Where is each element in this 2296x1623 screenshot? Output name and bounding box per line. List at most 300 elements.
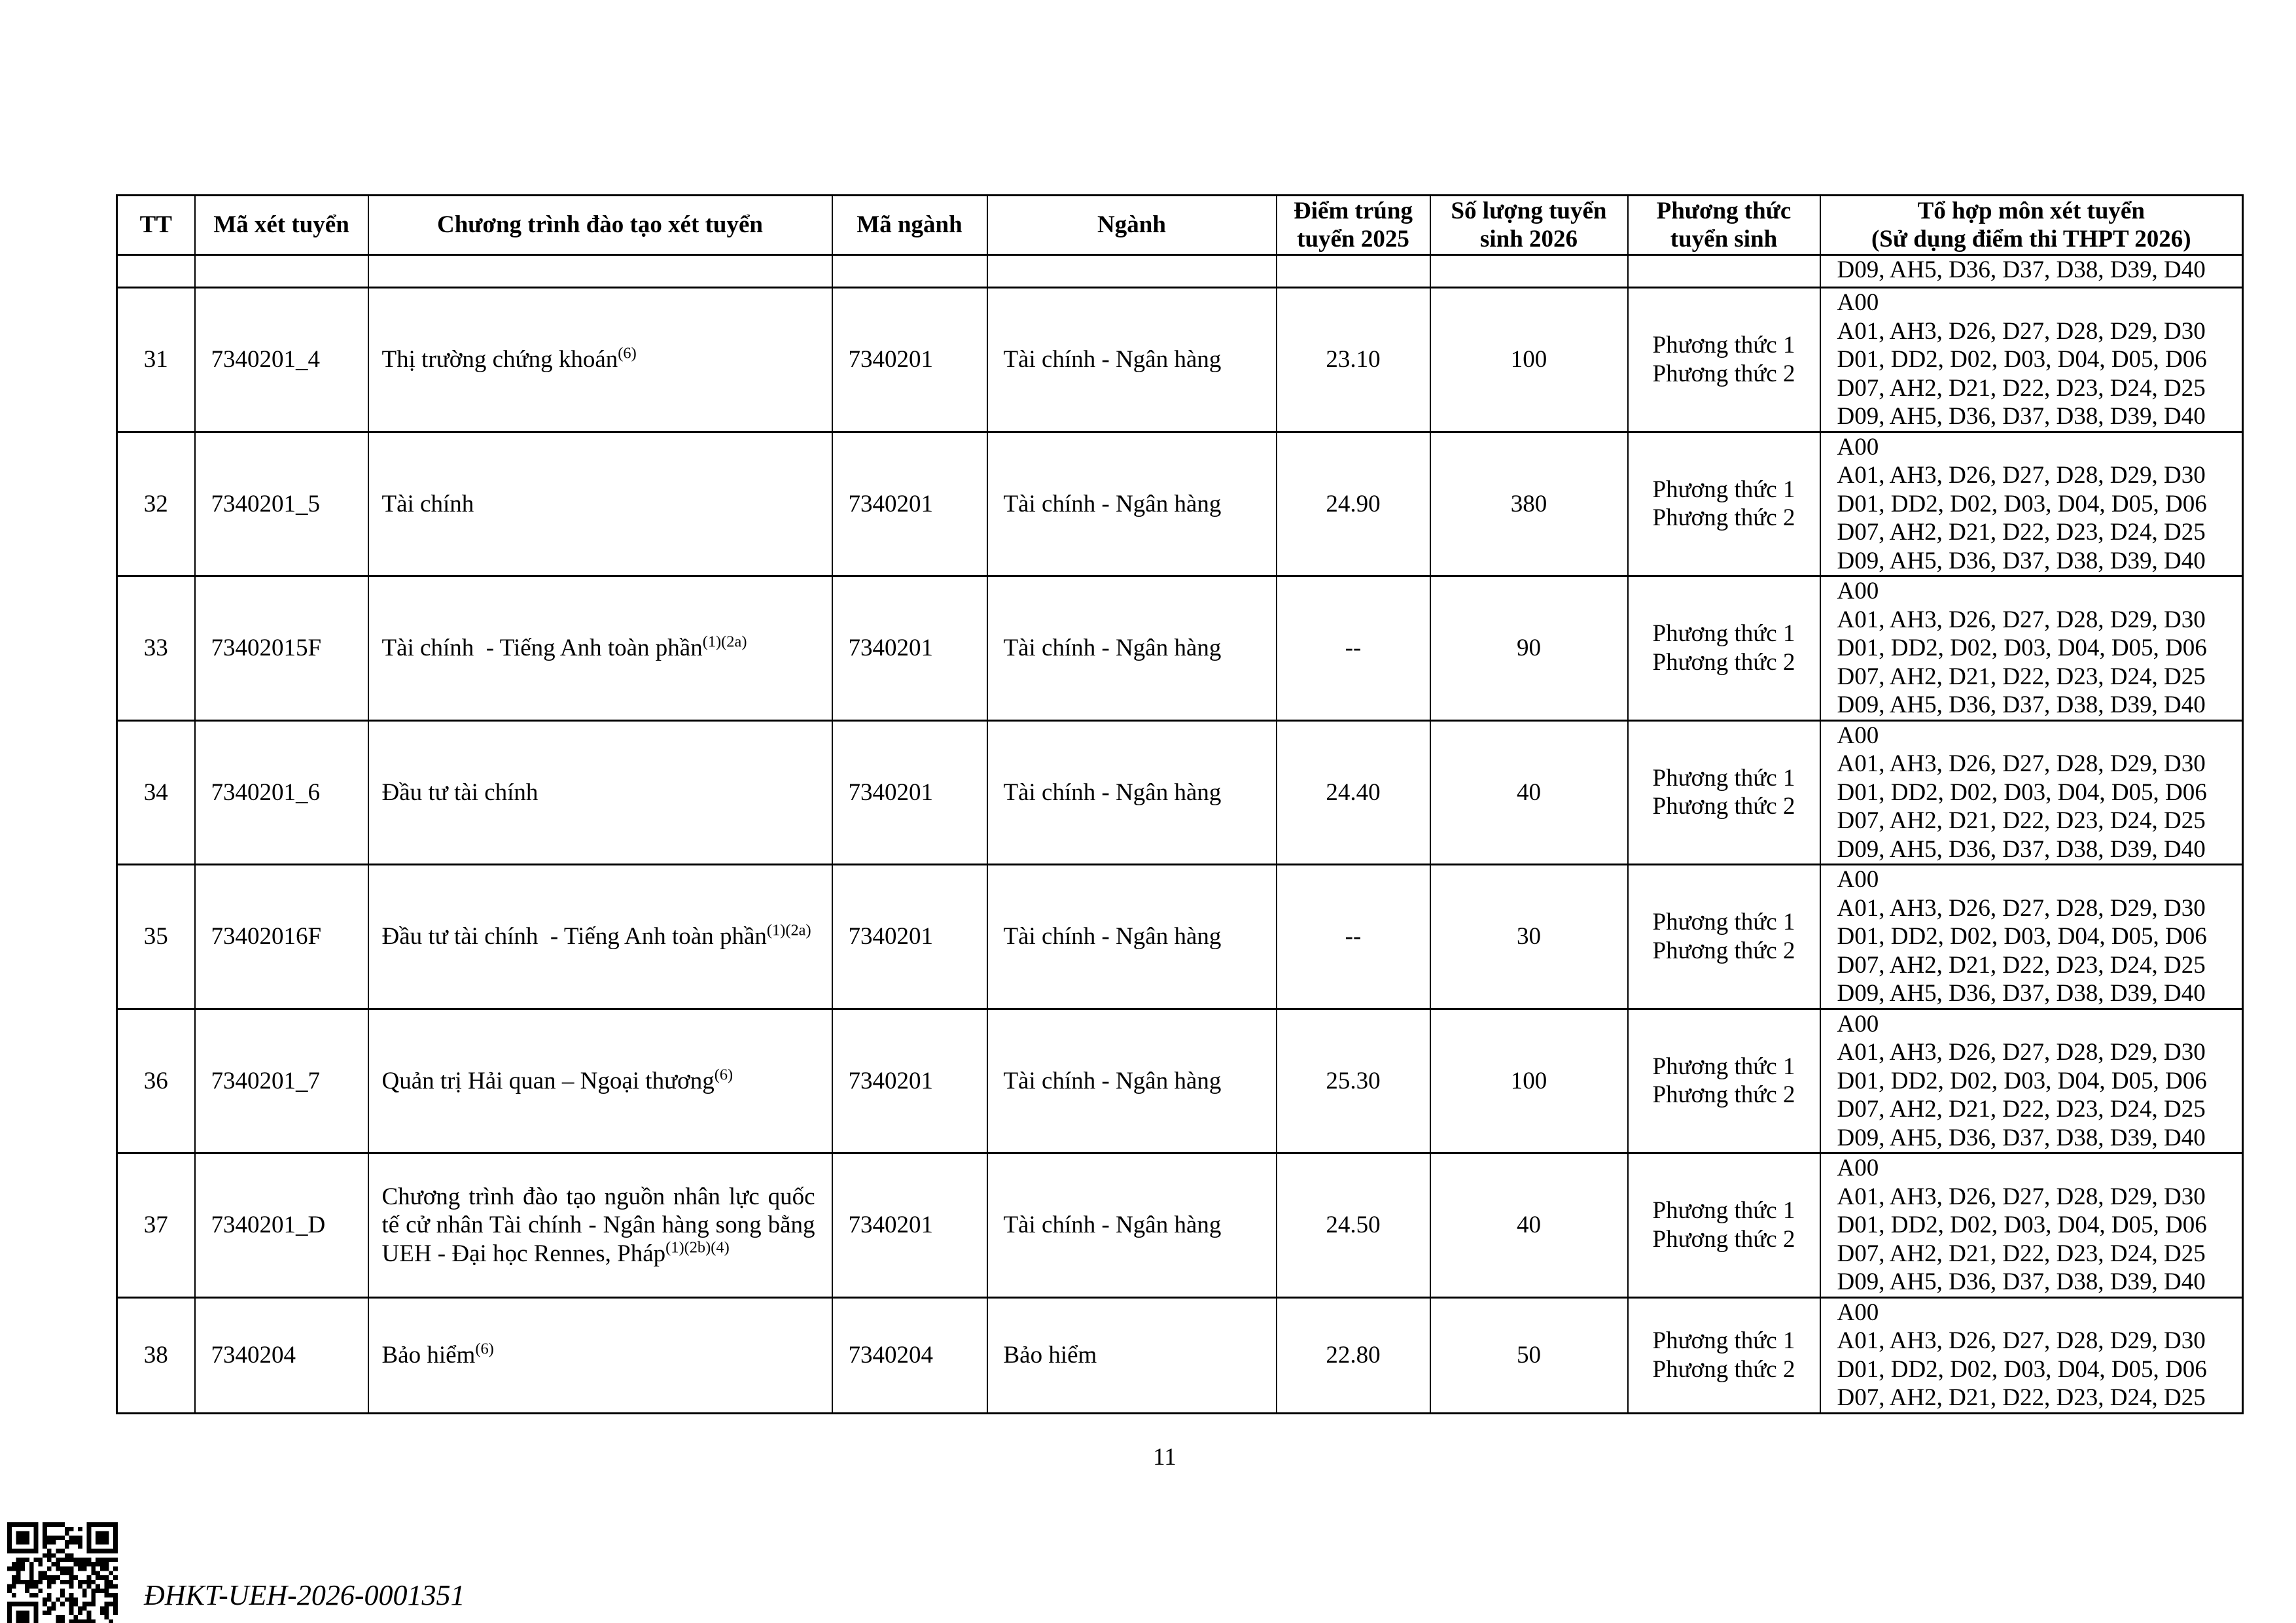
qr-module [78,1567,82,1571]
qr-module [65,1571,69,1575]
qr-module [25,1558,29,1562]
qr-module [47,1593,52,1597]
qr-module [47,1611,52,1615]
qr-module [20,1580,25,1584]
qr-module [56,1549,60,1554]
header-label: tuyển sinh [1670,226,1778,253]
table-row [117,1009,2243,1153]
qr-module [12,1580,16,1584]
table-header [117,196,2243,255]
qr-module [20,1562,25,1567]
major-code: 7340201 [848,490,933,517]
qr-module [87,1575,92,1580]
qr-module [16,1620,21,1623]
qr-module [65,1597,69,1602]
qr-module [105,1615,109,1620]
qr-module [16,1571,21,1575]
qr-module [34,1531,39,1536]
qr-module [65,1553,69,1558]
combination-line: D07, AH2, D21, D22, D23, D24, D25 [1837,1240,2206,1267]
combination-line: A01, AH3, D26, D27, D28, D29, D30 [1837,606,2206,633]
qr-module [25,1602,29,1607]
admission-code: 7340201_D [211,1212,326,1238]
empty-cell [1430,255,1628,288]
qr-module [87,1558,92,1562]
cell-subject-combinations [1820,865,2243,1009]
header-label: sinh 2026 [1479,226,1578,253]
qr-module [73,1535,78,1540]
qr-module [69,1553,74,1558]
major-name: Tài chính - Ngân hàng [1003,346,1222,373]
qr-module [16,1558,21,1562]
qr-module [100,1606,105,1611]
qr-module [96,1571,100,1575]
cell-major [987,1009,1277,1153]
admission-method: Phương thức 1 [1652,476,1795,503]
qr-module [109,1522,113,1527]
qr-module [87,1584,92,1589]
qr-module [91,1620,96,1623]
qr-module [96,1584,100,1589]
qr-module [47,1575,52,1580]
qr-module [69,1558,74,1562]
admission-method: Phương thức 1 [1652,909,1795,936]
qr-module [73,1562,78,1567]
qr-module [100,1535,105,1540]
admission-code: 7340201_6 [211,778,320,806]
qr-module [43,1611,47,1615]
qr-module [43,1522,47,1527]
header-program [368,196,832,255]
combination-line: D01, DD2, D02, D03, D04, D05, D06 [1837,1212,2207,1238]
admission-method: Phương thức 2 [1652,1355,1795,1383]
program-footnote: (1)(2a) [702,633,747,651]
qr-module [87,1522,92,1527]
enrollment-quota-2026: 40 [1517,778,1541,806]
cell-major-code [832,432,987,576]
cell-major-code [832,1009,987,1153]
major-code: 7340201 [848,346,933,373]
combination-line: A00 [1837,433,1879,461]
cell-program [368,1153,832,1298]
cell-admission-code [195,1009,368,1153]
cell-admission-code [195,865,368,1009]
qr-module [16,1567,21,1571]
admission-code: 7340204 [211,1341,296,1369]
qr-module [20,1531,25,1536]
program-footnote: (6) [618,344,637,362]
qr-module [105,1580,109,1584]
combination-line: D09, AH5, D36, D37, D38, D39, D40 [1837,1268,2206,1295]
qr-module [12,1575,16,1580]
admission-score-2025: 25.30 [1326,1067,1381,1094]
admission-score-2025: 24.40 [1326,778,1381,806]
qr-module [73,1558,78,1562]
combination-line: A01, AH3, D26, D27, D28, D29, D30 [1837,317,2206,345]
qr-module [34,1580,39,1584]
qr-module [34,1602,39,1607]
qr-module [82,1567,87,1571]
enrollment-quota-2026: 30 [1517,923,1541,950]
combination-line: D01, DD2, D02, D03, D04, D05, D06 [1837,778,2207,806]
empty-cell [1277,255,1430,288]
enrollment-quota-2026: 100 [1510,1067,1547,1094]
qr-module [38,1575,43,1580]
qr-module [60,1522,65,1527]
qr-module [52,1553,56,1558]
qr-module [56,1562,60,1567]
combination-line: A01, AH3, D26, D27, D28, D29, D30 [1837,750,2206,777]
qr-module [56,1535,60,1540]
qr-module [60,1615,65,1620]
qr-module [7,1620,12,1623]
cell-admission-methods [1628,432,1820,576]
qr-module [43,1553,47,1558]
admission-method: Phương thức 2 [1652,793,1795,820]
qr-module [69,1620,74,1623]
empty-cell [987,255,1277,288]
table-body [117,255,2243,1414]
header-label: tuyển 2025 [1297,226,1409,253]
qr-module [43,1527,47,1531]
cell-score-2025 [1277,288,1430,432]
header-label: (Sử dụng điểm thi THPT 2026) [1871,226,2191,253]
row-number: 31 [143,346,168,373]
qr-module [105,1606,109,1611]
qr-module [69,1580,74,1584]
major-code: 7340201 [848,778,933,806]
qr-module [65,1540,69,1544]
qr-module [43,1575,47,1580]
cell-major [987,865,1277,1009]
qr-module [69,1540,74,1544]
qr-module [7,1540,12,1544]
combination-line: A01, AH3, D26, D27, D28, D29, D30 [1837,894,2206,922]
empty-cell [832,255,987,288]
row-number: 37 [143,1212,168,1238]
admission-method: Phương thức 1 [1652,620,1795,648]
qr-module [87,1535,92,1540]
program-text [382,634,815,663]
qr-module [43,1544,47,1549]
header-row [117,196,2243,255]
cell-major-code [832,1297,987,1413]
qr-module [87,1544,92,1549]
qr-module [16,1522,21,1527]
cell-score-2025 [1277,1153,1430,1298]
qr-module [47,1597,52,1602]
cell-score-2025 [1277,1009,1430,1153]
qr-module [100,1588,105,1593]
qr-module [38,1580,43,1584]
qr-module [56,1575,60,1580]
qr-module [69,1575,74,1580]
cell-program [368,1297,832,1413]
cell-subject-combinations [1820,720,2243,865]
qr-module [69,1593,74,1597]
qr-module [96,1588,100,1593]
combination-line: D07, AH2, D21, D22, D23, D24, D25 [1837,519,2206,546]
cell-program [368,1009,832,1153]
combination-line: A01, AH3, D26, D27, D28, D29, D30 [1837,1327,2206,1354]
qr-module [43,1602,47,1607]
qr-module [47,1580,52,1584]
table-row [117,576,2243,721]
qr-module [65,1527,69,1531]
program-footnote: (6) [714,1066,733,1084]
qr-module [69,1597,74,1602]
program-footnote: (6) [475,1340,494,1358]
qr-module [105,1602,109,1607]
cell-quota-2026 [1430,720,1628,865]
major-code: 7340201 [848,923,933,950]
cell-subject-combinations [1820,432,2243,576]
qr-module [52,1580,56,1584]
cell-score-2025 [1277,576,1430,721]
qr-module [91,1567,96,1571]
major-name: Tài chính - Ngân hàng [1003,1212,1222,1238]
admission-code: 7340201_5 [211,490,320,517]
document-code: ĐHKT-UEH-2026-0001351 [144,1579,465,1611]
qr-module [7,1527,12,1531]
header-major [987,196,1277,255]
qr-module [34,1544,39,1549]
combination-line: D07, AH2, D21, D22, D23, D24, D25 [1837,1096,2206,1123]
cell-major-code [832,288,987,432]
qr-module [113,1549,118,1554]
qr-module [52,1562,56,1567]
table-row [117,1297,2243,1413]
qr-module [60,1580,65,1584]
qr-module [69,1527,74,1531]
cell-admission-methods [1628,865,1820,1009]
table-row [117,865,2243,1009]
cell-quota-2026 [1430,865,1628,1009]
qr-module [12,1549,16,1554]
qr-module [12,1593,16,1597]
qr-module [82,1580,87,1584]
qr-module [34,1522,39,1527]
cell-quota-2026 [1430,288,1628,432]
major-code: 7340201 [848,1212,933,1238]
cell-program [368,720,832,865]
qr-module [43,1535,47,1540]
header-quota-2026 [1430,196,1628,255]
qr-module [87,1615,92,1620]
program-name: Chương trình đào tạo nguồn nhân lực quốc tế cử nhân Tài chính - Ngân hàng song bằng UEH - Đại học Rennes, Pháp [381,1183,821,1267]
qr-module [73,1575,78,1580]
qr-module [82,1558,87,1562]
cell-score-2025 [1277,865,1430,1009]
combination-line: D09, AH5, D36, D37, D38, D39, D40 [1837,691,2206,718]
qr-module [113,1611,118,1615]
enrollment-quota-2026: 50 [1517,1341,1541,1369]
cell-admission-methods [1628,288,1820,432]
qr-module [100,1522,105,1527]
qr-module [73,1540,78,1544]
cell-tt [117,432,195,576]
program-name: Bảo hiểm [381,1341,476,1369]
qr-module [7,1544,12,1549]
qr-module [82,1588,87,1593]
cell-admission-code [195,432,368,576]
qr-module [29,1549,34,1554]
cell-tt [117,288,195,432]
combination-line: D01, DD2, D02, D03, D04, D05, D06 [1837,923,2207,950]
admission-score-2025: 22.80 [1326,1341,1381,1369]
qr-module [109,1549,113,1554]
combination-line: D07, AH2, D21, D22, D23, D24, D25 [1837,951,2206,979]
cell-admission-code [195,576,368,721]
qr-module [91,1593,96,1597]
row-number: 36 [143,1067,168,1094]
qr-module [105,1584,109,1589]
row-number: 32 [143,490,168,517]
admission-method: Phương thức 2 [1652,937,1795,964]
enrollment-quota-2026: 100 [1510,346,1547,373]
admission-table [116,194,2244,1414]
major-name: Tài chính - Ngân hàng [1003,1067,1222,1094]
qr-module [113,1544,118,1549]
qr-module [60,1567,65,1571]
qr-module [91,1571,96,1575]
qr-module [52,1606,56,1611]
combination-line: D09, AH5, D36, D37, D38, D39, D40 [1837,1124,2206,1151]
qr-module [105,1531,109,1536]
qr-module [91,1562,96,1567]
qr-module [78,1611,82,1615]
cell-subject-combinations [1820,1009,2243,1153]
qr-module [82,1620,87,1623]
cell-admission-code [195,720,368,865]
cell-subject-combinations [1820,288,2243,432]
qr-module [25,1522,29,1527]
header-label: TT [139,211,172,239]
cell-major [987,720,1277,865]
admission-score-2025: 24.90 [1326,490,1381,517]
qr-module [65,1558,69,1562]
qr-module [12,1567,16,1571]
qr-module [60,1620,65,1623]
header-score-2025 [1277,196,1430,255]
empty-cell [368,255,832,288]
program-text [382,922,815,951]
cell-score-2025 [1277,1297,1430,1413]
combination-line: D09, AH5, D36, D37, D38, D39, D40 [1837,835,2206,863]
qr-module [91,1597,96,1602]
combination-line: D09, AH5, D36, D37, D38, D39, D40 [1837,403,2206,430]
empty-cell [1628,255,1820,288]
qr-module [96,1558,100,1562]
program-name: Đầu tư tài chính [381,778,539,806]
qr-module [73,1602,78,1607]
row-number: 35 [143,923,168,950]
qr-module [25,1535,29,1540]
qr-module [47,1549,52,1554]
qr-module [16,1549,21,1554]
cell-quota-2026 [1430,1297,1628,1413]
qr-module [60,1588,65,1593]
cell-program [368,576,832,721]
qr-module [20,1549,25,1554]
qr-module [105,1558,109,1562]
qr-module [56,1597,60,1602]
qr-module [78,1527,82,1531]
qr-module [96,1531,100,1536]
cell-admission-code [195,1297,368,1413]
combination-line: A00 [1837,289,1879,316]
qr-module [12,1522,16,1527]
qr-module [73,1620,78,1623]
cell-major [987,576,1277,721]
qr-module [52,1535,56,1540]
qr-module [65,1580,69,1584]
major-name: Bảo hiểm [1003,1341,1097,1369]
cell-major-code [832,1153,987,1298]
combination-line: D01, DD2, D02, D03, D04, D05, D06 [1837,1355,2207,1383]
qr-module [109,1593,113,1597]
qr-module [69,1606,74,1611]
qr-module [69,1535,74,1540]
cell-subject-combinations [1820,576,2243,721]
combination-line: D01, DD2, D02, D03, D04, D05, D06 [1837,490,2207,517]
row-number: 38 [143,1341,168,1369]
combination-line: D07, AH2, D21, D22, D23, D24, D25 [1837,807,2206,834]
cell-admission-methods [1628,1153,1820,1298]
qr-module [100,1540,105,1544]
cell-tt [117,576,195,721]
qr-module [7,1584,12,1589]
cell-quota-2026 [1430,1153,1628,1298]
qr-module [100,1575,105,1580]
qr-module [100,1558,105,1562]
qr-module [20,1611,25,1615]
qr-module [113,1535,118,1540]
qr-module [47,1558,52,1562]
qr-module [113,1606,118,1611]
cell-quota-2026 [1430,432,1628,576]
qr-module [7,1615,12,1620]
qr-module [16,1540,21,1544]
qr-module [113,1602,118,1607]
program-name: Quản trị Hải quan – Ngoại thương [381,1067,715,1094]
qr-module [87,1602,92,1607]
qr-module [47,1584,52,1589]
qr-module [7,1602,12,1607]
header-label: Số lượng tuyển [1451,197,1607,224]
qr-module [47,1567,52,1571]
cell-score-2025 [1277,432,1430,576]
qr-module [20,1567,25,1571]
qr-module [52,1575,56,1580]
qr-module [25,1549,29,1554]
header-label: Tổ hợp môn xét tuyển [1917,197,2145,224]
qr-module [12,1602,16,1607]
qr-module [47,1553,52,1558]
qr-module [60,1558,65,1562]
admission-code: 73402015F [211,635,322,661]
header-label: Phương thức [1656,197,1792,224]
admission-score-2025: -- [1345,923,1362,950]
cell-tt [117,1153,195,1298]
program-name: Tài chính - Tiếng Anh toàn phần [381,635,703,661]
qr-module [100,1611,105,1615]
cell-subject-combinations [1820,1153,2243,1298]
qr-module [47,1606,52,1611]
admission-method: Phương thức 2 [1652,648,1795,676]
qr-module [47,1535,52,1540]
qr-module [47,1522,52,1527]
